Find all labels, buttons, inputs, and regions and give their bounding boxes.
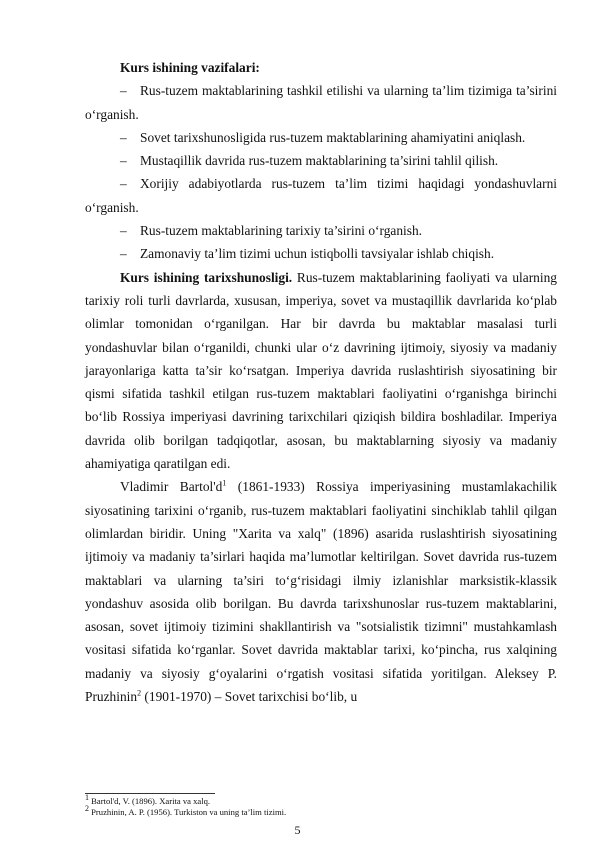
historiography-paragraph bbox=[85, 266, 557, 476]
page-content bbox=[85, 56, 557, 708]
bartold-paragraph bbox=[85, 475, 557, 708]
footnote-text: Pruzhinin, A. P. (1956). Turkiston va uning ta’lim tizimi. bbox=[89, 807, 287, 817]
list-item bbox=[85, 219, 557, 242]
footnote-reference[interactable]: 2 bbox=[137, 688, 142, 698]
paragraph-text: (1901-1970) – Sovet tarixchisi bo‘lib, u bbox=[141, 689, 358, 705]
page-number: 5 bbox=[294, 823, 301, 837]
footnote bbox=[85, 793, 557, 807]
dash-bullet-icon: – bbox=[120, 246, 127, 262]
dash-bullet-icon: – bbox=[120, 83, 127, 99]
dash-bullet-icon: – bbox=[120, 153, 127, 169]
section-heading-tasks: Kurs ishining vazifalari: bbox=[120, 60, 260, 75]
dash-bullet-icon: – bbox=[120, 129, 127, 145]
list-item-text: Rus-tuzem maktablarining tarixiy ta’sirini o‘rganish. bbox=[140, 223, 423, 239]
footnote-mark: 1 bbox=[85, 793, 89, 803]
dash-bullet-icon: – bbox=[120, 176, 127, 192]
list-item-text: Sovet tarixshunosligida rus-tuzem maktablarining ahamiyatini aniqlash. bbox=[140, 129, 526, 145]
paragraph-text: (1861-1933) Rossiya imperiyasining mustamlakachilik siyosatining tarixini o‘rganib, rus-tuzem maktablari faoliyatini sinchiklab tahlil qilgan olimlardan biridir. Uning "Xarita va xalq" (1896) asarida ruslashtirish siyosatining ijtimoiy va madaniy ta’sirlari haqida ma’lumotlar keltirilgan. Sovet davrida rus-tuzem maktablari va ularning ta’siri to‘g‘risidagi ilmiy izlanishlar marksistik-klassik yondashuv asosida olib borilgan. Bu davrda tarixshunoslar rus-tuzem maktablarini, asosan, sovet ijtimoiy tizimini shakllantirish va "sotsialistik tizimni" mustahkamlash vositasi sifatida ko‘rganlar. Sovet davrida maktablar tarixi, ko‘pincha, rus xalqining madaniy va siyosiy g‘oyalarini o‘rgatish vositasi sifatida yoritilgan. Aleksey P. Pruzhinin bbox=[85, 479, 557, 705]
footnote bbox=[85, 804, 557, 818]
list-item bbox=[85, 172, 557, 219]
paragraph-text: Rus-tuzem maktablarining faoliyati va ularning tarixiy roli turli davrlarda, xususan, imperiya, sovet va mustaqillik davrlarida ko‘plab olimlar tomonidan o‘rganilgan. Har bir davrda bu maktablar masalasi turli yondashuvlar bilan o‘rganildi, chunki ular o‘z davrining ijtimoiy, siyosiy va madaniy jarayonlariga katta ta’sir ko‘rsatgan. Imperiya davrida ruslashtirish siyosatining bir qismi sifatida tashkil etilgan rus-tuzem maktablari faoliyatini o‘rganishga birinchi bo‘lib Rossiya imperiyasi davrining tarixchilari qiziqish bildira boshladilar. Imperiya davrida olib borilgan tadqiqotlar, asosan, bu maktablarning siyosiy va madaniy ahamiyatiga qaratilgan edi. bbox=[85, 269, 557, 472]
dash-bullet-icon: – bbox=[120, 223, 127, 239]
footnote-text: Bartol'd, V. (1896). Xarita va xalq. bbox=[89, 796, 211, 806]
footnote-divider bbox=[85, 793, 215, 794]
list-item bbox=[85, 79, 557, 126]
list-item-text: Mustaqillik davrida rus-tuzem maktablarining ta’sirini tahlil qilish. bbox=[140, 153, 499, 169]
list-item bbox=[85, 242, 557, 265]
footnote-mark: 2 bbox=[85, 804, 89, 814]
list-item-text: Rus-tuzem maktablarining tashkil etilishi va ularning ta’lim tizimiga ta’sirini o‘rganish. bbox=[85, 83, 557, 122]
list-item-text: Zamonaviy ta’lim tizimi uchun istiqbolli tavsiyalar ishlab chiqish. bbox=[140, 246, 495, 262]
list-item-text: Xorijiy adabiyotlarda rus-tuzem ta’lim tizimi haqidagi yondashuvlarni o‘rganish. bbox=[85, 176, 557, 215]
historiography-heading: Kurs ishining tarixshunosligi. bbox=[120, 269, 293, 285]
footnotes bbox=[85, 793, 557, 818]
list-item bbox=[85, 149, 557, 172]
footnote-reference[interactable]: 1 bbox=[222, 478, 227, 488]
paragraph-text: Vladimir Bartol'd bbox=[120, 479, 223, 495]
list-item bbox=[85, 126, 557, 149]
